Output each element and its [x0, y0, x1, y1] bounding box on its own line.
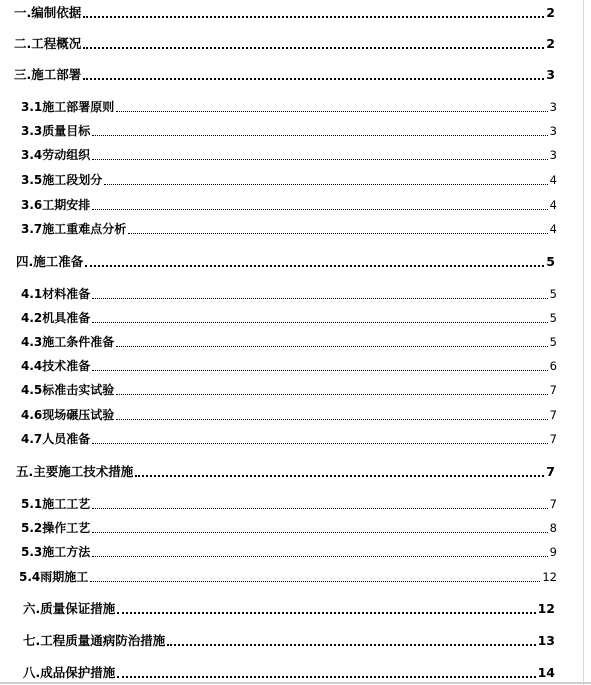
toc-entry-label: 4.6现场碾压试验 — [21, 408, 115, 422]
toc-entry-page: 3 — [549, 124, 557, 138]
toc-entry-label: 4.5标准击实试验 — [21, 383, 115, 397]
toc-entry-page: 7 — [549, 408, 557, 422]
toc-entry-page: 4 — [549, 222, 557, 236]
toc-entry-page: 5 — [549, 287, 557, 301]
toc-entry-label: 3.1施工部署原则 — [21, 100, 115, 114]
toc-entry[interactable] — [21, 285, 557, 303]
toc-entry-page: 7 — [549, 383, 557, 397]
toc-entry-label: 3.7施工重难点分析 — [21, 222, 127, 236]
dot-leader — [135, 474, 544, 477]
toc-entry[interactable] — [21, 381, 557, 399]
dot-leader — [116, 418, 547, 420]
toc-entry-page: 5 — [549, 335, 557, 349]
toc-entry-label: 4.3施工条件准备 — [21, 335, 115, 349]
toc-entry[interactable] — [23, 632, 555, 650]
toc-entry-page: 14 — [537, 665, 555, 680]
dot-leader — [83, 77, 544, 80]
toc-entry-page: 7 — [549, 497, 557, 511]
page-edge-bottom — [0, 682, 591, 684]
toc-entry-label: 二.工程概况 — [14, 36, 82, 51]
toc-entry[interactable] — [21, 543, 557, 561]
toc-entry-page: 13 — [537, 633, 555, 648]
toc-entry[interactable] — [21, 519, 557, 537]
toc-entry[interactable] — [21, 146, 557, 164]
toc-entry-page: 3 — [549, 148, 557, 162]
toc-entry-label: 一.编制依据 — [14, 5, 82, 20]
dot-leader — [116, 345, 547, 347]
dot-leader — [83, 46, 544, 49]
toc-entry-page: 8 — [549, 521, 557, 535]
toc-entry[interactable] — [16, 463, 555, 481]
toc-entry-page: 7 — [549, 432, 557, 446]
toc-entry-label: 4.1材料准备 — [21, 287, 91, 301]
toc-entry-label: 八.成品保护措施 — [23, 665, 116, 680]
toc-entry-page: 7 — [546, 464, 555, 479]
toc-entry-label: 3.4劳动组织 — [21, 148, 91, 162]
toc-entry-label: 5.1施工工艺 — [21, 497, 91, 511]
dot-leader — [92, 321, 547, 323]
toc-entry-label: 七.工程质量通病防治措施 — [23, 633, 166, 648]
toc-entry[interactable] — [14, 66, 555, 84]
page-edge-right — [583, 0, 584, 685]
dot-leader — [92, 531, 547, 533]
toc-entry-page: 12 — [537, 601, 555, 616]
toc-entry-page: 6 — [549, 359, 557, 373]
toc-entry-label: 三.施工部署 — [14, 67, 82, 82]
toc-entry[interactable] — [21, 357, 557, 375]
toc-entry-label: 3.3质量目标 — [21, 124, 91, 138]
toc-entry[interactable] — [16, 253, 555, 271]
dot-leader — [116, 110, 547, 112]
toc-entry[interactable] — [21, 495, 557, 513]
toc-entry-page: 9 — [549, 545, 557, 559]
toc-entry-label: 四.施工准备 — [16, 254, 84, 269]
dot-leader — [92, 369, 547, 371]
toc-entry[interactable] — [21, 406, 557, 424]
toc-entry[interactable] — [21, 196, 557, 214]
toc-entry-page: 5 — [546, 254, 555, 269]
toc-entry[interactable] — [21, 309, 557, 327]
toc-entry-label: 4.2机具准备 — [21, 311, 91, 325]
dot-leader — [128, 232, 547, 234]
toc-entry[interactable] — [14, 4, 555, 22]
toc-entry[interactable] — [21, 122, 557, 140]
toc-entry-label: 3.6工期安排 — [21, 198, 91, 212]
toc-entry-page: 5 — [549, 311, 557, 325]
dot-leader — [92, 555, 547, 557]
toc-entry-page: 4 — [549, 173, 557, 187]
toc-entry[interactable] — [23, 664, 555, 682]
dot-leader — [116, 393, 547, 395]
toc-entry[interactable] — [21, 171, 557, 189]
dot-leader — [83, 15, 544, 18]
toc-entry-label: 4.4技术准备 — [21, 359, 91, 373]
toc-entry[interactable] — [21, 98, 557, 116]
toc-entry-label: 5.3施工方法 — [21, 545, 91, 559]
dot-leader — [92, 297, 547, 299]
toc-entry-label: 3.5施工段划分 — [21, 173, 103, 187]
toc-entry-page: 4 — [549, 198, 557, 212]
toc-entry-page: 3 — [546, 67, 555, 82]
dot-leader — [104, 183, 547, 185]
dot-leader — [117, 675, 535, 678]
dot-leader — [85, 264, 544, 267]
dot-leader — [92, 442, 547, 444]
dot-leader — [90, 580, 540, 582]
toc-entry-label: 5.2操作工艺 — [21, 521, 91, 535]
toc-entry-label: 4.7人员准备 — [21, 432, 91, 446]
dot-leader — [92, 507, 547, 509]
dot-leader — [92, 158, 547, 160]
dot-leader — [117, 611, 535, 614]
toc-entry[interactable] — [21, 430, 557, 448]
toc-entry[interactable] — [21, 220, 557, 238]
toc-entry-label: 5.4雨期施工 — [19, 570, 89, 584]
toc-entry[interactable] — [19, 568, 557, 586]
dot-leader — [167, 643, 535, 646]
toc-entry-page: 2 — [546, 5, 555, 20]
toc-entry-label: 六.质量保证措施 — [23, 601, 116, 616]
toc-entry-page: 12 — [542, 570, 557, 584]
toc-entry[interactable] — [23, 600, 555, 618]
toc-entry-page: 2 — [546, 36, 555, 51]
dot-leader — [92, 134, 547, 136]
toc-entry[interactable] — [14, 35, 555, 53]
toc-entry[interactable] — [21, 333, 557, 351]
toc-entry-label: 五.主要施工技术措施 — [16, 464, 134, 479]
toc-entry-page: 3 — [549, 100, 557, 114]
dot-leader — [92, 208, 547, 210]
